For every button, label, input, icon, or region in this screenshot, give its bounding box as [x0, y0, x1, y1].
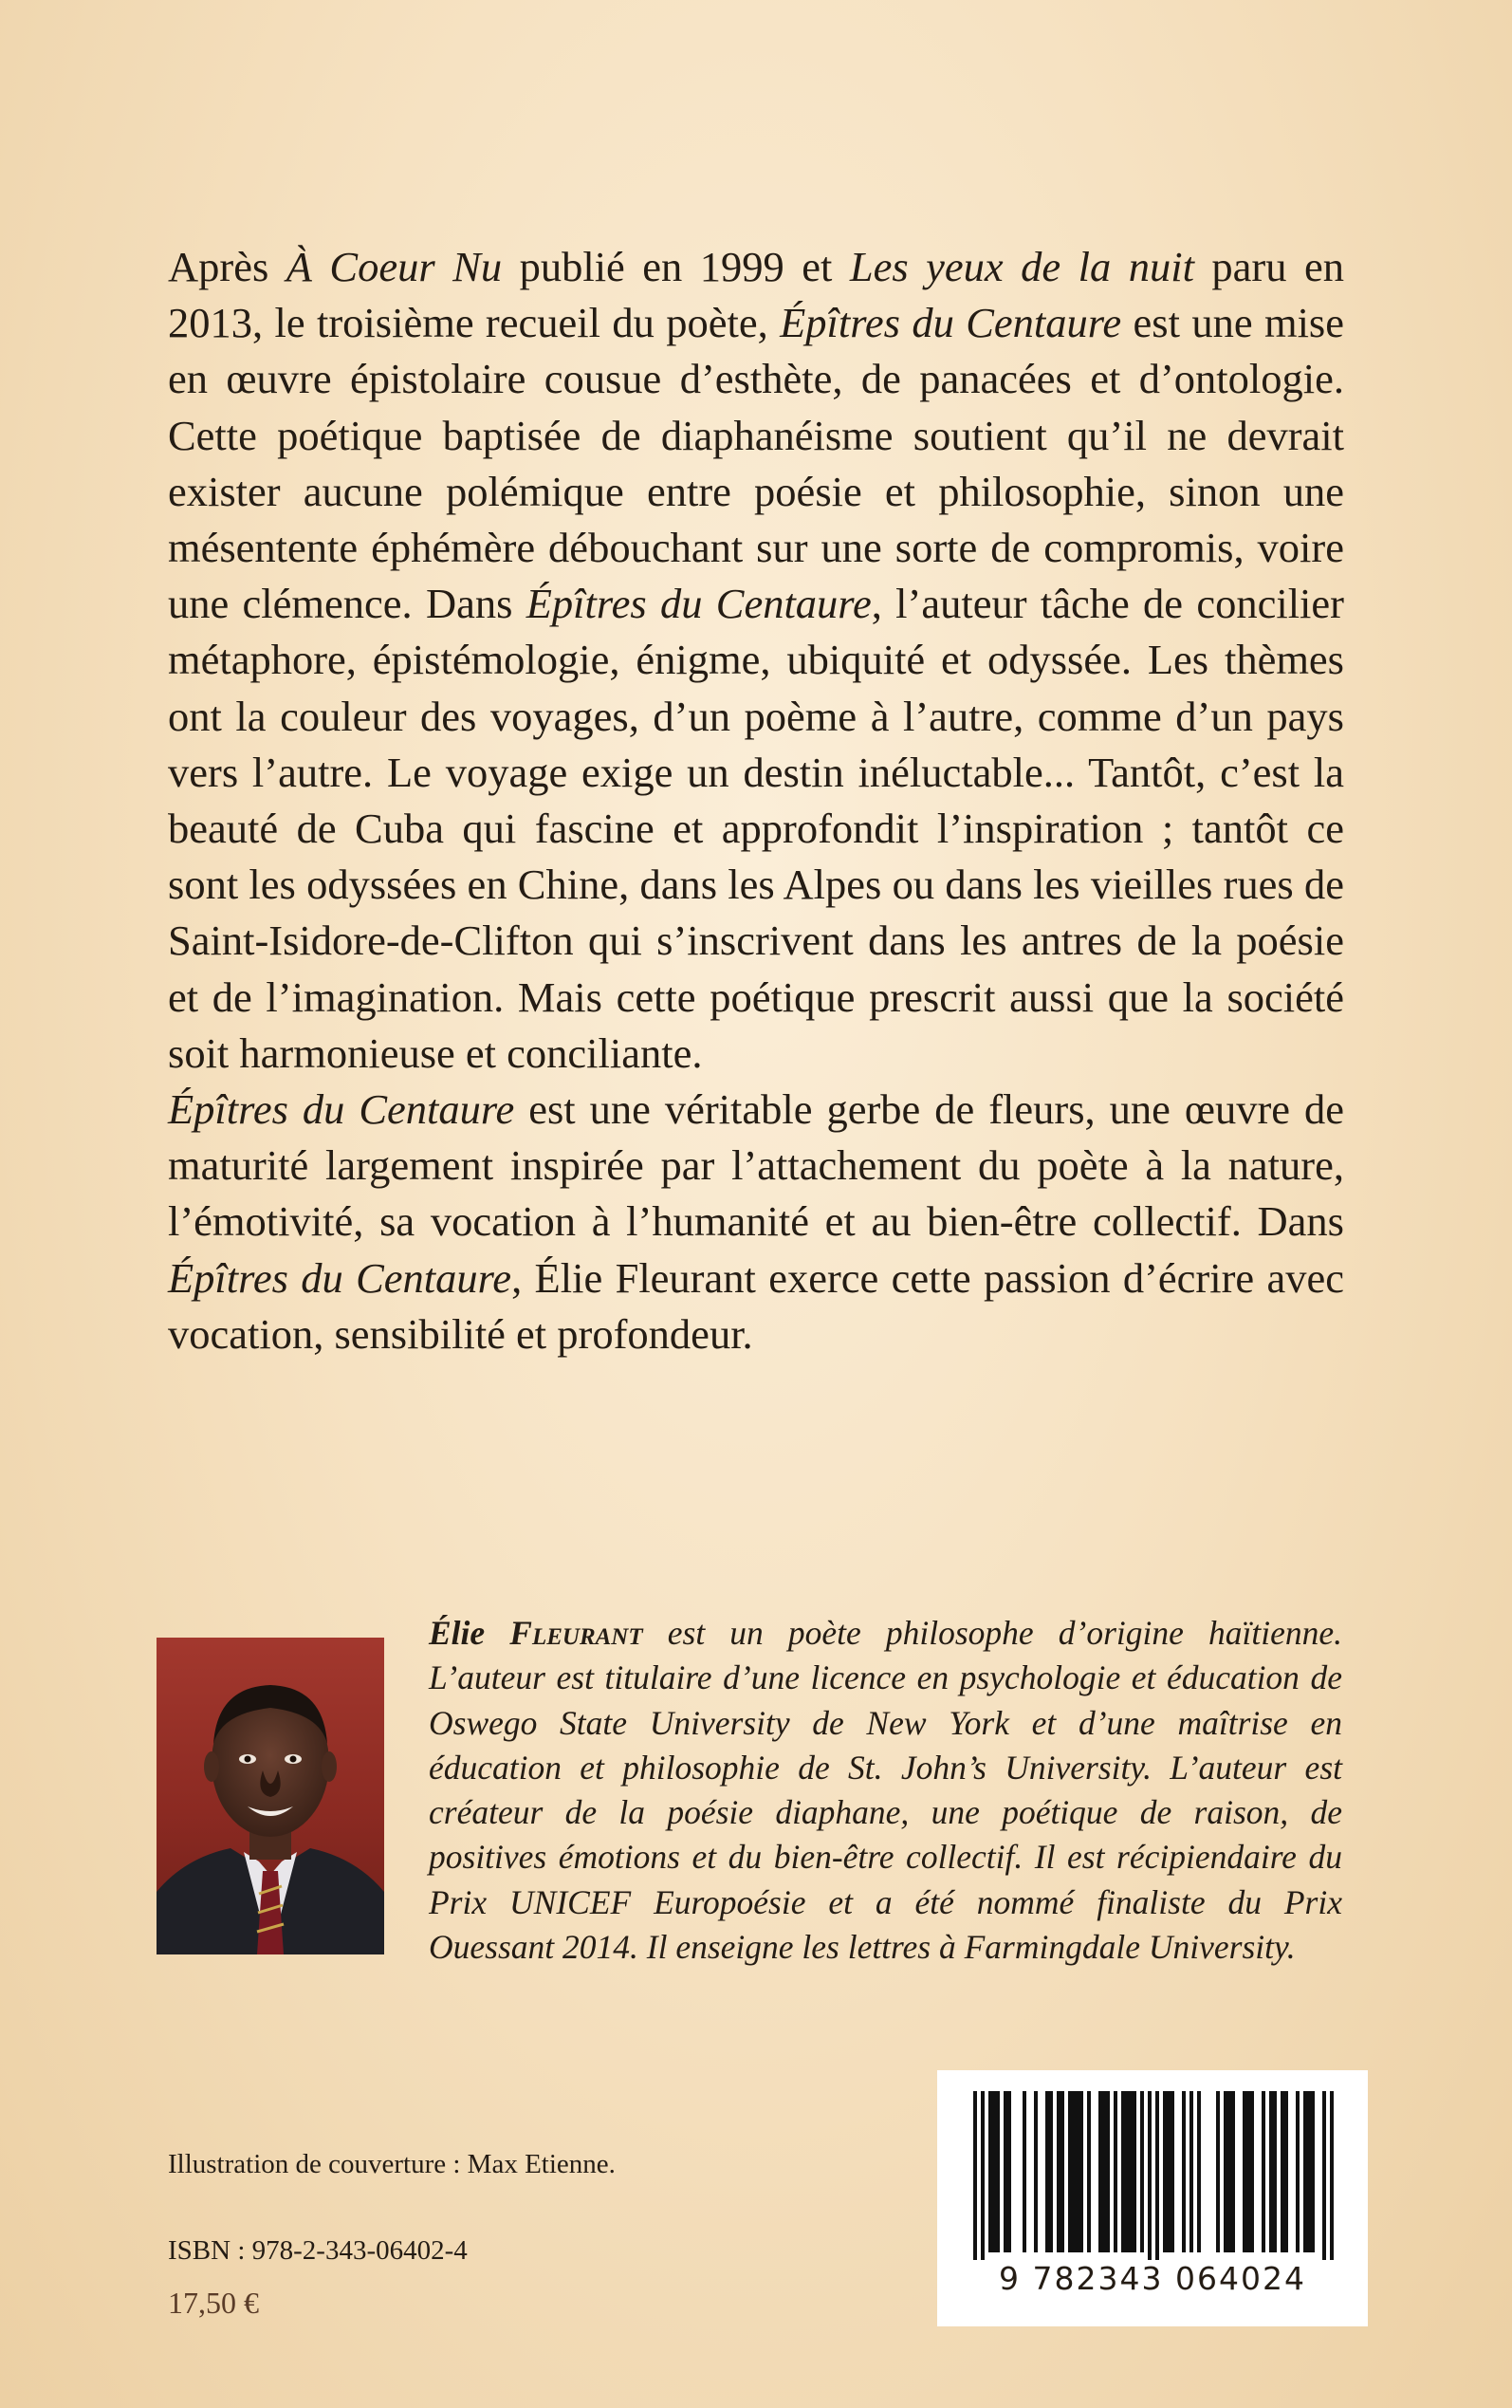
barcode-bar [1250, 2091, 1254, 2252]
barcode-bar [1155, 2091, 1159, 2260]
barcode-bar [1079, 2091, 1083, 2252]
barcode-bar [1023, 2091, 1026, 2252]
barcode-bar [1330, 2091, 1334, 2260]
barcode-bar [1269, 2091, 1273, 2252]
barcode-bar [1004, 2091, 1007, 2252]
barcode [937, 2070, 1368, 2326]
barcode-bar [1262, 2091, 1265, 2252]
barcode-bar [1197, 2091, 1201, 2252]
barcode-bar [1182, 2091, 1186, 2252]
barcode-bar [1224, 2091, 1227, 2252]
barcode-bar [1076, 2091, 1079, 2252]
barcode-bar [1281, 2091, 1284, 2252]
book-title-text: Les yeux de la nuit [849, 243, 1194, 290]
author-last-name: Fleurant [509, 1614, 643, 1652]
author-first-name: Élie [429, 1614, 486, 1652]
barcode-bar [1087, 2091, 1091, 2252]
barcode-bar [1231, 2091, 1235, 2252]
author-bio-paragraph [429, 1611, 1342, 1970]
barcode-bar [1121, 2091, 1125, 2252]
barcode-bar [1007, 2091, 1011, 2252]
barcode-bar [1133, 2091, 1136, 2252]
author-photo [157, 1638, 384, 1954]
cover-illustration-credit: Illustration de couverture : Max Etienne. [168, 2149, 616, 2179]
blurb-text: , Élie Fleurant exerce cette passion d’écrire avec vocation, sensibilité et profondeur. [168, 1253, 1345, 1358]
barcode-bar [1060, 2091, 1064, 2252]
barcode-bar [1227, 2091, 1231, 2252]
barcode-bar [1045, 2091, 1049, 2252]
blurb-paragraph-2 [168, 1082, 1344, 1362]
blurb-text: , l’auteur tâche de concilier métaphore, épistémologie, énigme, ubiquité et odyssée. Les thèmes ont la couleur des voyages, d’un poème à l’autre, comme d’un pays vers l’autre. Le voyage exige un destin inéluctable... Tantôt, c’est la beauté de Cuba qui fascine et approfondit l’inspiration ; tantôt ce sont les odyssées en Chine, dans les Alpes ou dans les vieilles rues de Saint-Isidore-de-Clifton qui s’inscrivent dans les antres de la poésie et de l’imagination. Mais cette poétique prescrit aussi que la société soit harmonieuse et conciliante. [168, 580, 1344, 1077]
barcode-bar [1072, 2091, 1076, 2252]
barcode-bar [1106, 2091, 1110, 2252]
barcode-bar [1034, 2091, 1038, 2252]
blurb-paragraph-1 [168, 239, 1344, 1082]
barcode-bar [1284, 2091, 1288, 2252]
barcode-bar [981, 2091, 985, 2260]
blurb-text: est une mise en œuvre épistolaire cousue d’esthète, de panacées et d’ontologie. Cette poétique baptisée de diaphanéisme soutient qu’il ne devrait exister aucune polémique entre poésie et philosophie, sinon une mésentente éphémère débouchant sur une sorte de compromis, voire une clémence. Dans [168, 299, 1345, 628]
book-title-text: Épîtres du Centaure [168, 1253, 512, 1302]
barcode-bar [1167, 2091, 1171, 2252]
blurb-text: publié en 1999 et [502, 243, 850, 290]
barcode-bar [1171, 2091, 1174, 2252]
book-title-text: Épîtres du Centaure [526, 580, 872, 628]
blurb-text: Après [168, 243, 286, 290]
barcode-bar [1243, 2091, 1246, 2252]
barcode-bar [1098, 2091, 1102, 2252]
author-bio-text: est un poète philosophe d’origine haïtienne. L’auteur est titulaire d’une licence en psychologie et éducation de Oswego State University de New York et d’une maîtrise en éducation et philosophie de St. John’s University. L’auteur est créateur de la poésie diaphane, une poétique de raison, de positives émotions et du bien-être collectif. Il est récipiendaire du Prix UNICEF Europoésie et a été nommé finaliste du Prix Ouessant 2014. Il enseigne les lettres à Farmingdale University. [429, 1614, 1342, 1967]
barcode-bar [1246, 2091, 1250, 2252]
barcode-bar [1129, 2091, 1133, 2252]
barcode-bar [1057, 2091, 1060, 2252]
blurb-text: est une véritable gerbe de fleurs, une œuvre de maturité largement inspirée par l’attachement du poète à la nature, l’émotivité, sa vocation à l’humanité et au bien-être collectif. Dans [168, 1085, 1344, 1246]
barcode-bar [1068, 2091, 1072, 2252]
isbn-text: ISBN : 978-2-343-06402-4 [168, 2235, 468, 2266]
barcode-bar [973, 2091, 977, 2260]
barcode-bar [1140, 2091, 1144, 2252]
blurb-text: paru en 2013, le troisième recueil du poète, [168, 243, 1344, 347]
book-title-text: Épîtres du Centaure [780, 299, 1122, 347]
barcode-bar [1296, 2091, 1300, 2252]
back-cover-blurb [168, 239, 1344, 1362]
barcode-bar [1311, 2091, 1315, 2252]
book-title-text: À Coeur Nu [286, 243, 503, 290]
barcode-digits: 9 782343 064024 [999, 2260, 1306, 2297]
barcode-bar [996, 2091, 1000, 2252]
barcode-bar [1102, 2091, 1106, 2252]
barcode-bars [937, 2070, 1368, 2260]
barcode-bar [1189, 2091, 1193, 2252]
barcode-bar [992, 2091, 996, 2252]
barcode-bar [1322, 2091, 1326, 2260]
barcode-bar [1163, 2091, 1167, 2252]
barcode-bar [1216, 2091, 1220, 2252]
barcode-bar [1148, 2091, 1152, 2260]
price-text: 17,50 € [168, 2286, 259, 2320]
book-title-text: Épîtres du Centaure [168, 1085, 515, 1134]
barcode-bar [1114, 2091, 1117, 2252]
barcode-bar [988, 2091, 992, 2252]
barcode-bar [1303, 2091, 1307, 2252]
author-portrait-image [157, 1638, 384, 1954]
barcode-bar [1273, 2091, 1277, 2252]
author-bio [429, 1611, 1342, 1970]
barcode-bar [1307, 2091, 1311, 2252]
barcode-bar [1125, 2091, 1129, 2252]
barcode-bar [1049, 2091, 1053, 2252]
